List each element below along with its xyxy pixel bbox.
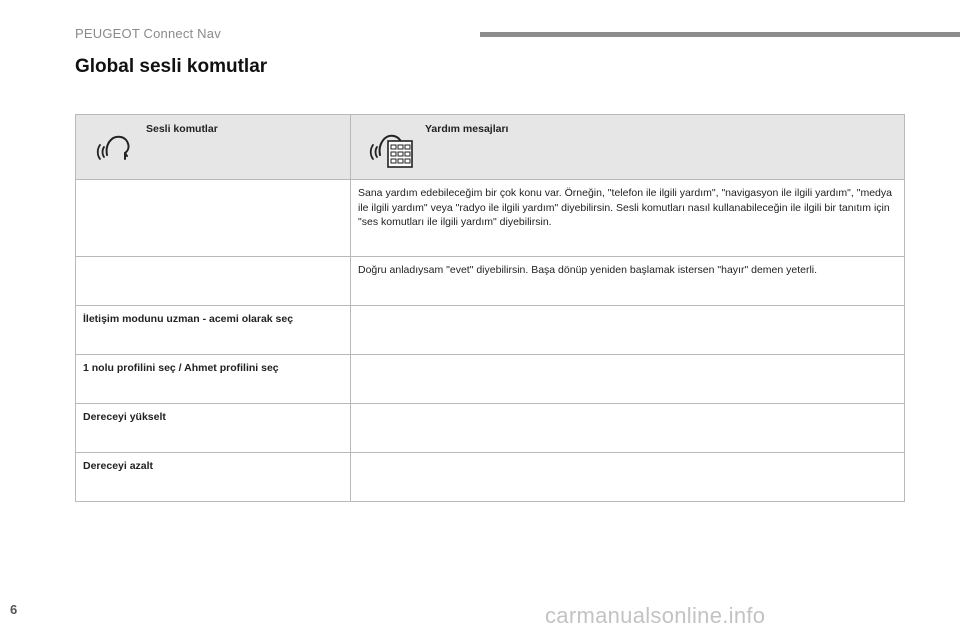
command-cell bbox=[76, 180, 351, 257]
help-cell bbox=[351, 453, 905, 502]
table-row bbox=[76, 453, 905, 502]
column-header-label: Sesli komutlar bbox=[146, 123, 218, 135]
table-row bbox=[76, 306, 905, 355]
help-cell bbox=[351, 404, 905, 453]
watermark: carmanualsonline.info bbox=[545, 603, 766, 628]
help-cell bbox=[351, 306, 905, 355]
table-header-row bbox=[76, 115, 905, 180]
table-row bbox=[76, 180, 905, 257]
header-rule bbox=[480, 32, 960, 37]
column-header-help-messages bbox=[351, 115, 905, 180]
table-row bbox=[76, 404, 905, 453]
help-cell: Doğru anladıysam "evet" diyebilirsin. Başa dönüp yeniden başlamak istersen "hayır" demen yeterli. bbox=[351, 257, 905, 306]
page-title: Global sesli komutlar bbox=[75, 56, 268, 77]
voice-help-keypad-icon bbox=[368, 125, 416, 172]
command-cell: İletişim modunu uzman - acemi olarak seç bbox=[76, 306, 351, 355]
command-cell: 1 nolu profilini seç / Ahmet profilini seç bbox=[76, 355, 351, 404]
column-header-voice-commands bbox=[76, 115, 351, 180]
table-row bbox=[76, 257, 905, 306]
voice-command-icon bbox=[93, 125, 133, 168]
header-brand: PEUGEOT Connect Nav bbox=[75, 26, 221, 41]
voice-commands-table bbox=[75, 114, 905, 502]
help-cell: Sana yardım edebileceğim bir çok konu var. Örneğin, "telefon ile ilgili yardım", "navigasyon ile ilgili yardım", "medya ile ilgili yardım" veya "radyo ile ilgili yardım" diyebilirsin. Sesli komutları nasıl kullanabileceğin ile ilgili bir tanıtım için "ses komutları ile ilgili yardım" diyebilirsin. bbox=[351, 180, 905, 257]
page-number: 6 bbox=[10, 602, 18, 617]
help-cell bbox=[351, 355, 905, 404]
table-row bbox=[76, 355, 905, 404]
command-cell bbox=[76, 257, 351, 306]
command-cell: Dereceyi yükselt bbox=[76, 404, 351, 453]
column-header-label: Yardım mesajları bbox=[425, 123, 509, 135]
command-cell: Dereceyi azalt bbox=[76, 453, 351, 502]
